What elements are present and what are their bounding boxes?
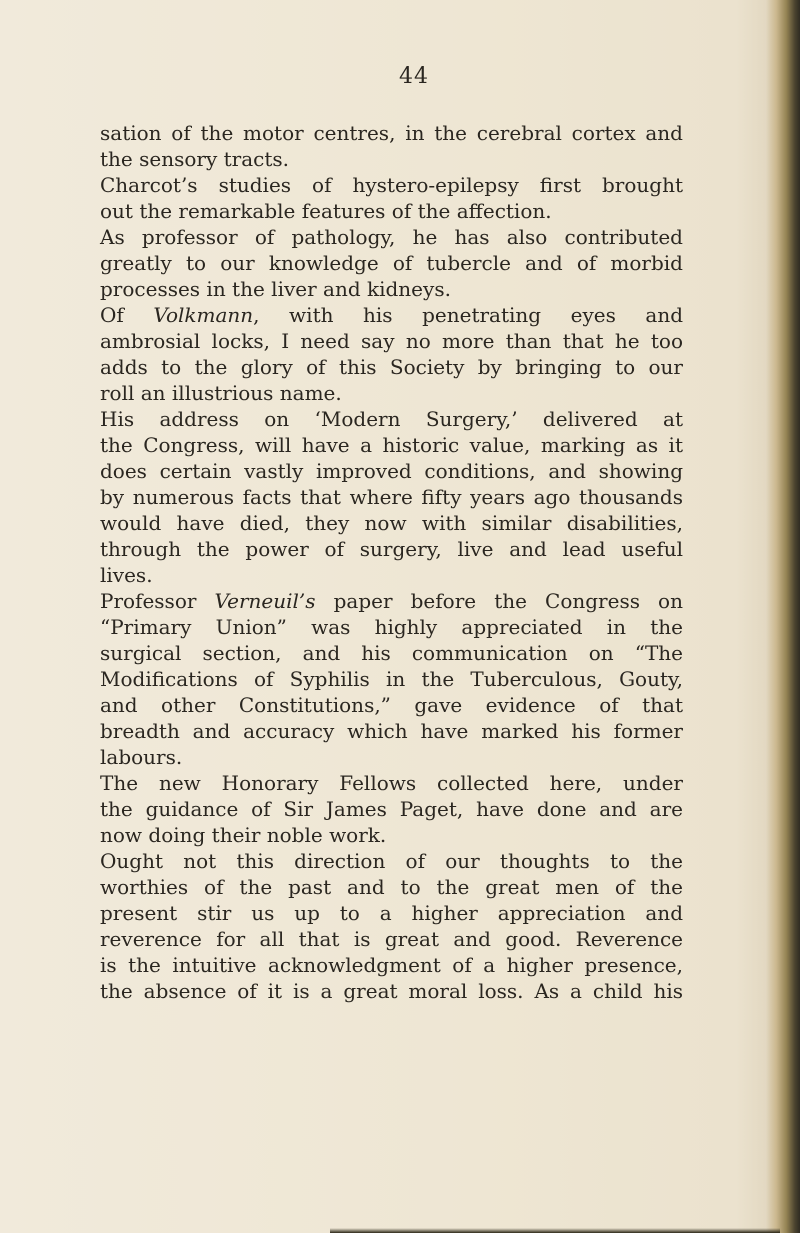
text-line: adds to the glory of this Society by bringing to our: [100, 355, 683, 379]
text-line: now doing their noble work.: [100, 823, 387, 847]
text-line: The new Honorary Fellows collected here, under: [100, 771, 683, 795]
page-bottom-shadow: [330, 1228, 780, 1233]
text-line: sation of the motor centres, in the cerebral cortex and: [100, 121, 683, 145]
page-number: 44: [399, 64, 429, 89]
text-line: out the remarkable features of the affection.: [100, 199, 552, 223]
text-line: Of Volkmann, with his penetrating eyes and: [100, 303, 683, 327]
text-line: As professor of pathology, he has also contributed: [100, 225, 683, 249]
text-line: labours.: [100, 745, 183, 769]
text-line: through the power of surgery, live and lead useful: [100, 537, 683, 561]
text-line: Ought not this direction of our thoughts to the: [100, 849, 683, 873]
text-line: surgical section, and his communication on “The: [100, 641, 683, 665]
text-line: greatly to our knowledge of tubercle and of morbid: [100, 251, 683, 275]
text-line: by numerous facts that where fifty years ago thousands: [100, 485, 683, 509]
text-line: reverence for all that is great and good. Reverence: [100, 927, 683, 951]
text-line: lives.: [100, 563, 153, 587]
text-line: Modifications of Syphilis in the Tuberculous, Gouty,: [100, 667, 683, 691]
text-line: worthies of the past and to the great men of the: [100, 875, 683, 899]
text-line: His address on ‘Modern Surgery,’ delivered at: [100, 407, 683, 431]
text-line: roll an illustrious name.: [100, 381, 342, 405]
text-line: does certain vastly improved conditions, and showing: [100, 459, 683, 483]
text-line: breadth and accuracy which have marked his former: [100, 719, 683, 743]
text-line: the guidance of Sir James Paget, have done and are: [100, 797, 683, 821]
text-line: present stir us up to a higher appreciation and: [100, 901, 683, 925]
page-binding-shadow: [766, 0, 800, 1233]
body-text: [100, 120, 683, 1004]
text-line: “Primary Union” was highly appreciated in the: [100, 615, 683, 639]
text-line: would have died, they now with similar disabilities,: [100, 511, 683, 535]
text-line: the sensory tracts.: [100, 147, 289, 171]
text-line: is the intuitive acknowledgment of a higher presence,: [100, 953, 683, 977]
text-line: Professor Verneuil’s paper before the Congress on: [100, 589, 683, 613]
text-line: and other Constitutions,” gave evidence of that: [100, 693, 683, 717]
text-line: the absence of it is a great moral loss. As a child his: [100, 979, 683, 1003]
text-line: ambrosial locks, I need say no more than that he too: [100, 329, 683, 353]
text-line: Charcot’s studies of hystero-epilepsy first brought: [100, 173, 683, 197]
text-line: processes in the liver and kidneys.: [100, 277, 451, 301]
text-line: the Congress, will have a historic value, marking as it: [100, 433, 683, 457]
